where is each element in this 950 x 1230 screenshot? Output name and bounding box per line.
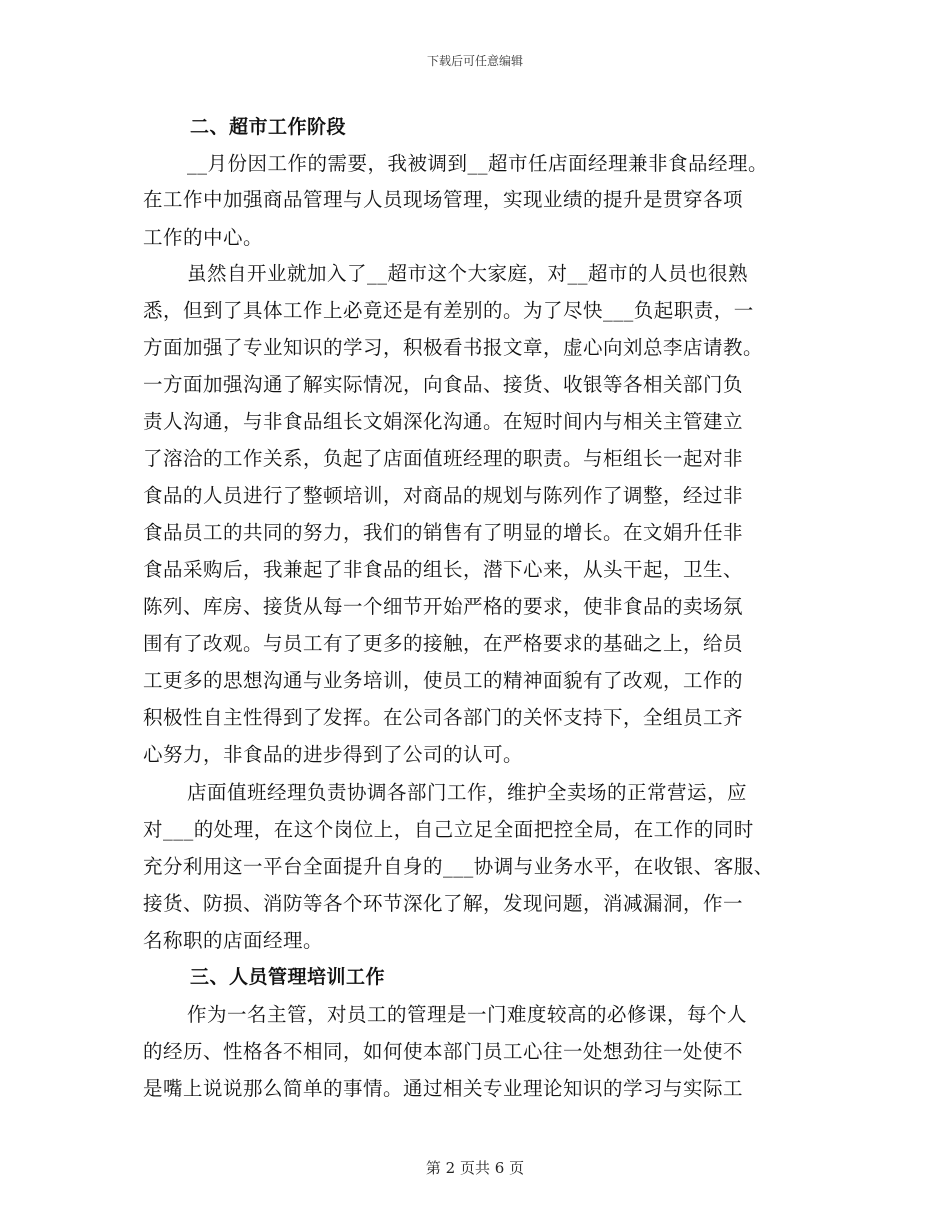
- paragraph-line: 围有了改观。与员工有了更多的接触，在严格要求的基础之上，给员: [143, 632, 744, 655]
- page-header: 下载后可任意编辑: [426, 54, 523, 68]
- paragraph-line: 的经历、性格各不相同，如何使本部门员工心往一处想劲往一处使不: [143, 1040, 744, 1063]
- paragraph-line: 店面值班经理负责协调各部门工作，维护全卖场的正常营运，应: [187, 781, 748, 804]
- paragraph-line: 食品员工的共同的努力，我们的销售有了明显的增长。在文娟升任非: [143, 521, 744, 544]
- paragraph-line: __月份因工作的需要，我被调到__超市任店面经理兼非食品经理。: [187, 152, 769, 175]
- paragraph-line: 陈列、库房、接货从每一个细节开始严格的要求，使非食品的卖场氛: [143, 595, 744, 618]
- paragraph-line: 作为一名主管，对员工的管理是一门难度较高的必修课，每个人: [187, 1003, 748, 1026]
- paragraph-line: 名称职的店面经理。: [143, 929, 324, 952]
- paragraph-line: 积极性自主性得到了发挥。在公司各部门的关怀支持下，全组员工齐: [143, 706, 744, 729]
- paragraph-line: 食品的人员进行了整顿培训，对商品的规划与陈列作了调整，经过非: [143, 484, 744, 507]
- paragraph-line: 悉，但到了具体工作上必竟还是有差别的。为了尽快___负起职责，一: [143, 299, 754, 322]
- paragraph-line: 工作的中心。: [143, 226, 264, 249]
- paragraph-line: 工更多的思想沟通与业务培训，使员工的精神面貌有了改观，工作的: [143, 669, 744, 692]
- paragraph-line: 在工作中加强商品管理与人员现场管理，实现业绩的提升是贯穿各项: [143, 188, 744, 211]
- page-number-footer: 第 2 页共 6 页: [425, 1159, 525, 1177]
- paragraph-line: 对___的处理，在这个岗位上，自己立足全面把控全局，在工作的同时: [143, 818, 754, 841]
- paragraph-line: 食品采购后，我兼起了非食品的组长，潜下心来，从头干起，卫生、: [143, 558, 744, 581]
- paragraph-line: 接货、防损、消防等各个环节深化了解，发现问题，消减漏洞，作一: [143, 892, 744, 915]
- section-heading-staff-training: 三、人员管理培训工作: [190, 966, 386, 988]
- section-heading-supermarket: 二、超市工作阶段: [190, 116, 347, 138]
- paragraph-line: 虽然自开业就加入了__超市这个大家庭，对__超市的人员也很熟: [187, 262, 749, 285]
- paragraph-line: 心努力，非食品的进步得到了公司的认可。: [143, 743, 524, 766]
- paragraph-line: 了溶洽的工作关系，负起了店面值班经理的职责。与柜组长一起对非: [143, 447, 744, 470]
- paragraph-line: 是嘴上说说那么简单的事情。通过相关专业理论知识的学习与实际工: [143, 1077, 744, 1100]
- paragraph-line: 方面加强了专业知识的学习，积极看书报文章，虚心向刘总李店请教。: [143, 336, 764, 359]
- paragraph-line: 充分利用这一平台全面提升自身的___协调与业务水平，在收银、客服、: [143, 855, 774, 878]
- paragraph-line: 责人沟通，与非食品组长文娟深化沟通。在短时间内与相关主管建立: [143, 410, 744, 433]
- paragraph-line: 一方面加强沟通了解实际情况，向食品、接货、收银等各相关部门负: [143, 373, 744, 396]
